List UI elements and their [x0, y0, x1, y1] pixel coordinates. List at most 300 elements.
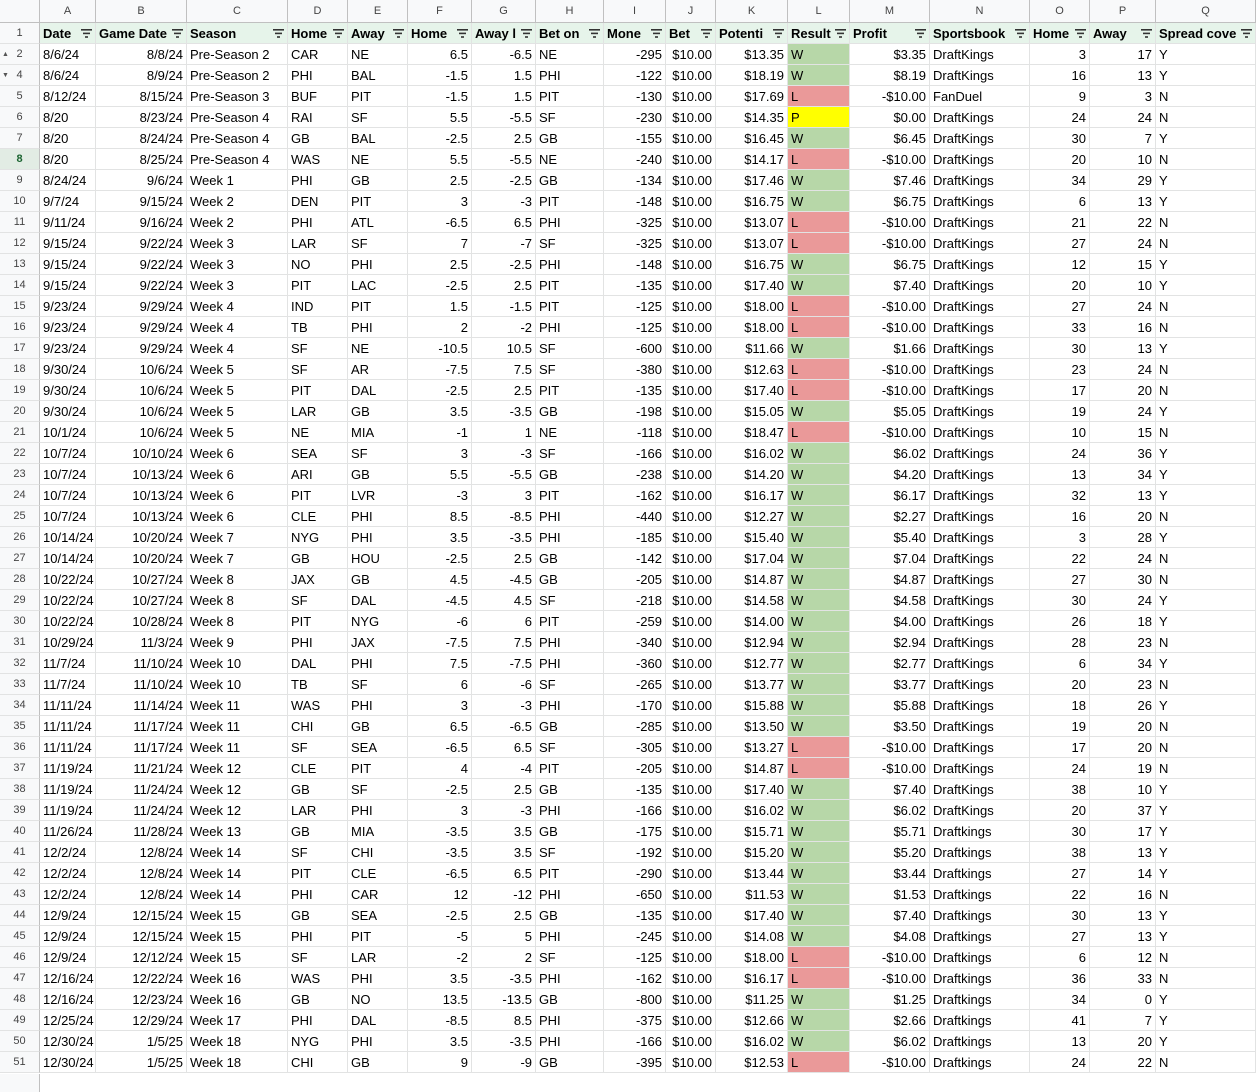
cell[interactable]: -5	[408, 926, 472, 947]
result-cell[interactable]: W	[788, 170, 850, 191]
header-cell[interactable]	[348, 23, 408, 44]
row-header-5[interactable]	[0, 86, 40, 107]
cell[interactable]: Week 15	[187, 905, 288, 926]
cell[interactable]: PIT	[536, 275, 604, 296]
cell[interactable]: PIT	[348, 86, 408, 107]
cell[interactable]: -218	[604, 590, 666, 611]
cell[interactable]: $14.17	[716, 149, 788, 170]
cell[interactable]: DraftKings	[930, 65, 1030, 86]
result-cell[interactable]: W	[788, 821, 850, 842]
cell[interactable]: Draftkings	[930, 989, 1030, 1010]
cell[interactable]: Y	[1156, 989, 1256, 1010]
cell[interactable]: 11/19/24	[40, 779, 96, 800]
cell[interactable]: Week 15	[187, 947, 288, 968]
filter-icon[interactable]	[457, 29, 468, 38]
cell[interactable]: N	[1156, 884, 1256, 905]
cell[interactable]: Y	[1156, 1010, 1256, 1031]
column-header-o[interactable]: O	[1030, 0, 1090, 23]
cell[interactable]: PHI	[536, 527, 604, 548]
cell[interactable]: Week 12	[187, 758, 288, 779]
cell[interactable]: Week 5	[187, 380, 288, 401]
row-header-24[interactable]	[0, 485, 40, 506]
cell[interactable]: 9/15/24	[40, 275, 96, 296]
cell[interactable]: 11/24/24	[96, 800, 187, 821]
cell[interactable]: 12/2/24	[40, 884, 96, 905]
cell[interactable]: 7	[408, 233, 472, 254]
cell[interactable]: N	[1156, 737, 1256, 758]
cell[interactable]: 20	[1030, 800, 1090, 821]
cell[interactable]: 12/30/24	[40, 1031, 96, 1052]
cell[interactable]: DraftKings	[930, 569, 1030, 590]
cell[interactable]: 6	[1030, 191, 1090, 212]
cell[interactable]: 7.5	[472, 632, 536, 653]
cell[interactable]: DraftKings	[930, 149, 1030, 170]
cell[interactable]: -4.5	[472, 569, 536, 590]
cell[interactable]: -340	[604, 632, 666, 653]
cell[interactable]: 29	[1090, 170, 1156, 191]
cell[interactable]: Y	[1156, 800, 1256, 821]
cell[interactable]: $17.04	[716, 548, 788, 569]
cell[interactable]: 16	[1030, 65, 1090, 86]
cell[interactable]: $6.02	[850, 443, 930, 464]
cell[interactable]: 6.5	[472, 863, 536, 884]
cell[interactable]: 10/13/24	[96, 464, 187, 485]
cell[interactable]: -2.5	[408, 548, 472, 569]
cell[interactable]: -125	[604, 947, 666, 968]
filter-icon[interactable]	[1075, 29, 1086, 38]
cell[interactable]: 10/13/24	[96, 506, 187, 527]
result-cell[interactable]: W	[788, 1010, 850, 1031]
cell[interactable]: N	[1156, 1052, 1256, 1073]
cell[interactable]: 10/29/24	[40, 632, 96, 653]
cell[interactable]: 9/15/24	[40, 254, 96, 275]
cell[interactable]: DraftKings	[930, 422, 1030, 443]
cell[interactable]: DraftKings	[930, 359, 1030, 380]
cell[interactable]: Week 10	[187, 653, 288, 674]
cell[interactable]: N	[1156, 422, 1256, 443]
cell[interactable]: 7.5	[472, 359, 536, 380]
cell[interactable]: 17	[1030, 737, 1090, 758]
cell[interactable]: -142	[604, 548, 666, 569]
cell[interactable]: Y	[1156, 926, 1256, 947]
cell[interactable]: $10.00	[666, 737, 716, 758]
cell[interactable]: DraftKings	[930, 548, 1030, 569]
cell[interactable]: 9/23/24	[40, 338, 96, 359]
row-header-39[interactable]	[0, 800, 40, 821]
cell[interactable]: 12/8/24	[96, 863, 187, 884]
cell[interactable]: $4.08	[850, 926, 930, 947]
cell[interactable]: $10.00	[666, 128, 716, 149]
cell[interactable]: -2.5	[408, 905, 472, 926]
cell[interactable]: MIA	[348, 821, 408, 842]
row-header-14[interactable]	[0, 275, 40, 296]
cell[interactable]: Week 6	[187, 485, 288, 506]
cell[interactable]: -1.5	[408, 86, 472, 107]
cell[interactable]: 28	[1030, 632, 1090, 653]
cell[interactable]: 12/2/24	[40, 863, 96, 884]
cell[interactable]: 10	[1090, 275, 1156, 296]
row-header-34[interactable]	[0, 695, 40, 716]
cell[interactable]: Week 6	[187, 443, 288, 464]
cell[interactable]: $3.44	[850, 863, 930, 884]
row-header-28[interactable]	[0, 569, 40, 590]
cell[interactable]: 30	[1030, 128, 1090, 149]
cell[interactable]: NO	[348, 989, 408, 1010]
cell[interactable]: $16.02	[716, 800, 788, 821]
cell[interactable]: $5.71	[850, 821, 930, 842]
cell[interactable]: 13.5	[408, 989, 472, 1010]
cell[interactable]: Week 18	[187, 1052, 288, 1073]
cell[interactable]: DraftKings	[930, 716, 1030, 737]
cell[interactable]: 2.5	[472, 779, 536, 800]
cell[interactable]: -5.5	[472, 149, 536, 170]
cell[interactable]: 1.5	[472, 86, 536, 107]
cell[interactable]: CHI	[348, 842, 408, 863]
cell[interactable]: 11/28/24	[96, 821, 187, 842]
cell[interactable]: -3.5	[472, 527, 536, 548]
cell[interactable]: 5.5	[408, 464, 472, 485]
cell[interactable]: -9	[472, 1052, 536, 1073]
cell[interactable]: N	[1156, 107, 1256, 128]
cell[interactable]: N	[1156, 716, 1256, 737]
cell[interactable]: -7.5	[408, 632, 472, 653]
cell[interactable]: 9/7/24	[40, 191, 96, 212]
cell[interactable]: 2	[408, 317, 472, 338]
cell[interactable]: 3	[1030, 527, 1090, 548]
cell[interactable]: N	[1156, 506, 1256, 527]
column-header-n[interactable]: N	[930, 0, 1030, 23]
row-header-15[interactable]	[0, 296, 40, 317]
cell[interactable]: -325	[604, 212, 666, 233]
cell[interactable]: 12/9/24	[40, 947, 96, 968]
result-cell[interactable]: W	[788, 800, 850, 821]
cell[interactable]: $17.46	[716, 170, 788, 191]
cell[interactable]: 3	[472, 485, 536, 506]
row-header-48[interactable]	[0, 989, 40, 1010]
cell[interactable]: -7.5	[472, 653, 536, 674]
cell[interactable]: 12/15/24	[96, 926, 187, 947]
cell[interactable]: -380	[604, 359, 666, 380]
cell[interactable]: $17.40	[716, 380, 788, 401]
cell[interactable]: 24	[1090, 590, 1156, 611]
result-cell[interactable]: W	[788, 884, 850, 905]
cell[interactable]: Pre-Season 4	[187, 107, 288, 128]
cell[interactable]: 9/30/24	[40, 359, 96, 380]
cell[interactable]: PHI	[536, 1031, 604, 1052]
cell[interactable]: 20	[1030, 674, 1090, 695]
cell[interactable]: 13	[1090, 842, 1156, 863]
row-header-4[interactable]	[0, 65, 40, 86]
cell[interactable]: 9/6/24	[96, 170, 187, 191]
cell[interactable]: 9/22/24	[96, 275, 187, 296]
cell[interactable]: $4.00	[850, 611, 930, 632]
cell[interactable]: 36	[1030, 968, 1090, 989]
cell[interactable]: 1/5/25	[96, 1031, 187, 1052]
row-header-21[interactable]	[0, 422, 40, 443]
filter-icon[interactable]	[915, 29, 926, 38]
cell[interactable]: PHI	[536, 695, 604, 716]
cell[interactable]: Week 7	[187, 548, 288, 569]
cell[interactable]: $10.00	[666, 338, 716, 359]
cell[interactable]: $6.02	[850, 1031, 930, 1052]
cell[interactable]: 3.5	[408, 968, 472, 989]
cell[interactable]: 12	[1030, 254, 1090, 275]
cell[interactable]: Week 11	[187, 695, 288, 716]
cell[interactable]: -3.5	[472, 968, 536, 989]
cell[interactable]: PHI	[288, 212, 348, 233]
cell[interactable]: SF	[348, 674, 408, 695]
cell[interactable]: $15.20	[716, 842, 788, 863]
cell[interactable]: $18.00	[716, 296, 788, 317]
cell[interactable]: -600	[604, 338, 666, 359]
cell[interactable]: Y	[1156, 863, 1256, 884]
cell[interactable]: -$10.00	[850, 737, 930, 758]
cell[interactable]: $10.00	[666, 233, 716, 254]
result-cell[interactable]: W	[788, 611, 850, 632]
cell[interactable]: 16	[1090, 317, 1156, 338]
header-cell[interactable]	[536, 23, 604, 44]
result-cell[interactable]: W	[788, 989, 850, 1010]
cell[interactable]: 8/20	[40, 149, 96, 170]
cell[interactable]: CLE	[288, 758, 348, 779]
cell[interactable]: 22	[1090, 1052, 1156, 1073]
result-cell[interactable]: L	[788, 317, 850, 338]
cell[interactable]: LAR	[288, 233, 348, 254]
cell[interactable]: 10/28/24	[96, 611, 187, 632]
cell[interactable]: Y	[1156, 611, 1256, 632]
cell[interactable]: 10/22/24	[40, 590, 96, 611]
cell[interactable]: GB	[536, 128, 604, 149]
result-cell[interactable]: L	[788, 737, 850, 758]
cell[interactable]: $10.00	[666, 359, 716, 380]
column-header-d[interactable]: D	[288, 0, 348, 23]
cell[interactable]: -$10.00	[850, 947, 930, 968]
cell[interactable]: $5.20	[850, 842, 930, 863]
cell[interactable]: $10.00	[666, 275, 716, 296]
cell[interactable]: $10.00	[666, 212, 716, 233]
cell[interactable]: -$10.00	[850, 317, 930, 338]
cell[interactable]: -2.5	[408, 380, 472, 401]
column-header-a[interactable]: A	[40, 0, 96, 23]
cell[interactable]: $10.00	[666, 590, 716, 611]
cell[interactable]: 26	[1090, 695, 1156, 716]
cell[interactable]: DraftKings	[930, 296, 1030, 317]
cell[interactable]: 27	[1030, 569, 1090, 590]
filter-icon[interactable]	[589, 29, 600, 38]
cell[interactable]: 12	[408, 884, 472, 905]
cell[interactable]: 34	[1030, 989, 1090, 1010]
row-header-42[interactable]	[0, 863, 40, 884]
cell[interactable]: -4	[472, 758, 536, 779]
cell[interactable]: -2	[408, 947, 472, 968]
cell[interactable]: 24	[1030, 443, 1090, 464]
column-header-e[interactable]: E	[348, 0, 408, 23]
cell[interactable]: 18	[1090, 611, 1156, 632]
row-header-12[interactable]	[0, 233, 40, 254]
cell[interactable]: -245	[604, 926, 666, 947]
filter-icon[interactable]	[1141, 29, 1152, 38]
cell[interactable]: PHI	[536, 632, 604, 653]
cell[interactable]: -3.5	[472, 1031, 536, 1052]
cell[interactable]: 22	[1030, 548, 1090, 569]
cell[interactable]: -7.5	[408, 359, 472, 380]
cell[interactable]: 8/24/24	[40, 170, 96, 191]
cell[interactable]: DraftKings	[930, 737, 1030, 758]
cell[interactable]: 22	[1030, 884, 1090, 905]
header-cell[interactable]	[788, 23, 850, 44]
cell[interactable]: N	[1156, 632, 1256, 653]
column-header-m[interactable]: M	[850, 0, 930, 23]
cell[interactable]: 24	[1090, 401, 1156, 422]
cell[interactable]: PHI	[288, 884, 348, 905]
cell[interactable]: DraftKings	[930, 779, 1030, 800]
cell[interactable]: -6.5	[408, 212, 472, 233]
cell[interactable]: NE	[536, 44, 604, 65]
cell[interactable]: GB	[288, 128, 348, 149]
cell[interactable]: N	[1156, 947, 1256, 968]
cell[interactable]: $15.40	[716, 527, 788, 548]
cell[interactable]: $13.27	[716, 737, 788, 758]
row-header-35[interactable]	[0, 716, 40, 737]
cell[interactable]: Draftkings	[930, 1010, 1030, 1031]
cell[interactable]: NYG	[288, 1031, 348, 1052]
column-header-h[interactable]: H	[536, 0, 604, 23]
cell[interactable]: 33	[1090, 968, 1156, 989]
cell[interactable]: $13.07	[716, 233, 788, 254]
cell[interactable]: 41	[1030, 1010, 1090, 1031]
cell[interactable]: CHI	[288, 1052, 348, 1073]
cell[interactable]: -135	[604, 275, 666, 296]
row-header-2[interactable]	[0, 44, 40, 65]
column-header-p[interactable]: P	[1090, 0, 1156, 23]
cell[interactable]: 5.5	[408, 107, 472, 128]
collapse-up-icon[interactable]: ▲	[2, 50, 9, 58]
cell[interactable]: PIT	[288, 275, 348, 296]
cell[interactable]: Week 6	[187, 464, 288, 485]
cell[interactable]: Y	[1156, 842, 1256, 863]
result-cell[interactable]: W	[788, 254, 850, 275]
cell[interactable]: $16.17	[716, 968, 788, 989]
cell[interactable]: -122	[604, 65, 666, 86]
cell[interactable]: Draftkings	[930, 821, 1030, 842]
cell[interactable]: 11/10/24	[96, 653, 187, 674]
cell[interactable]: Y	[1156, 338, 1256, 359]
cell[interactable]: $5.88	[850, 695, 930, 716]
cell[interactable]: 18	[1030, 695, 1090, 716]
cell[interactable]: PIT	[536, 611, 604, 632]
cell[interactable]: 24	[1030, 107, 1090, 128]
cell[interactable]: $10.00	[666, 191, 716, 212]
cell[interactable]: 9/30/24	[40, 401, 96, 422]
cell[interactable]: Y	[1156, 128, 1256, 149]
cell[interactable]: -3	[408, 485, 472, 506]
result-cell[interactable]: W	[788, 527, 850, 548]
result-cell[interactable]: W	[788, 506, 850, 527]
cell[interactable]: Y	[1156, 821, 1256, 842]
cell[interactable]: Week 3	[187, 254, 288, 275]
cell[interactable]: -118	[604, 422, 666, 443]
cell[interactable]: 24	[1090, 107, 1156, 128]
cell[interactable]: 11/17/24	[96, 737, 187, 758]
column-header-i[interactable]: I	[604, 0, 666, 23]
cell[interactable]: DAL	[288, 653, 348, 674]
cell[interactable]: DraftKings	[930, 443, 1030, 464]
cell[interactable]: GB	[348, 401, 408, 422]
cell[interactable]: PIT	[536, 380, 604, 401]
cell[interactable]: GB	[536, 569, 604, 590]
cell[interactable]: $1.53	[850, 884, 930, 905]
cell[interactable]: N	[1156, 359, 1256, 380]
cell[interactable]: $6.17	[850, 485, 930, 506]
cell[interactable]: 1.5	[408, 296, 472, 317]
cell[interactable]: Pre-Season 2	[187, 65, 288, 86]
cell[interactable]: $18.00	[716, 947, 788, 968]
cell[interactable]: 10/14/24	[40, 548, 96, 569]
cell[interactable]: 22	[1090, 212, 1156, 233]
cell[interactable]: -2.5	[472, 254, 536, 275]
cell[interactable]: 12/22/24	[96, 968, 187, 989]
cell[interactable]: 8/24/24	[96, 128, 187, 149]
row-header-41[interactable]	[0, 842, 40, 863]
column-header-b[interactable]: B	[96, 0, 187, 23]
cell[interactable]: -8.5	[472, 506, 536, 527]
cell[interactable]: $5.05	[850, 401, 930, 422]
cell[interactable]: 9/16/24	[96, 212, 187, 233]
cell[interactable]: $10.00	[666, 443, 716, 464]
cell[interactable]: $10.00	[666, 989, 716, 1010]
result-cell[interactable]: L	[788, 296, 850, 317]
cell[interactable]: PHI	[288, 1010, 348, 1031]
cell[interactable]: -2.5	[408, 128, 472, 149]
cell[interactable]: DAL	[348, 1010, 408, 1031]
cell[interactable]: Pre-Season 4	[187, 149, 288, 170]
cell[interactable]: GB	[536, 548, 604, 569]
cell[interactable]: -2.5	[472, 170, 536, 191]
cell[interactable]: Week 8	[187, 569, 288, 590]
cell[interactable]: SF	[536, 947, 604, 968]
cell[interactable]: SF	[536, 674, 604, 695]
cell[interactable]: 20	[1090, 506, 1156, 527]
cell[interactable]: PHI	[536, 968, 604, 989]
cell[interactable]: $11.25	[716, 989, 788, 1010]
filter-icon[interactable]	[835, 29, 846, 38]
cell[interactable]: Week 6	[187, 506, 288, 527]
cell[interactable]: 19	[1030, 716, 1090, 737]
cell[interactable]: -12	[472, 884, 536, 905]
cell[interactable]: SF	[288, 842, 348, 863]
cell[interactable]: N	[1156, 548, 1256, 569]
cell[interactable]: 8/6/24	[40, 65, 96, 86]
cell[interactable]: 9/23/24	[40, 296, 96, 317]
cell[interactable]: PHI	[348, 968, 408, 989]
cell[interactable]: 24	[1030, 758, 1090, 779]
row-header-45[interactable]	[0, 926, 40, 947]
cell[interactable]: $10.00	[666, 821, 716, 842]
cell[interactable]: 27	[1030, 926, 1090, 947]
cell[interactable]: 34	[1090, 653, 1156, 674]
cell[interactable]: SF	[288, 359, 348, 380]
result-cell[interactable]: L	[788, 422, 850, 443]
cell[interactable]: Y	[1156, 275, 1256, 296]
cell[interactable]: 2.5	[472, 275, 536, 296]
cell[interactable]: 11/3/24	[96, 632, 187, 653]
cell[interactable]: Week 12	[187, 800, 288, 821]
cell[interactable]: Draftkings	[930, 842, 1030, 863]
cell[interactable]: -$10.00	[850, 86, 930, 107]
row-header-19[interactable]	[0, 380, 40, 401]
cell[interactable]: Y	[1156, 1031, 1256, 1052]
result-cell[interactable]: W	[788, 464, 850, 485]
